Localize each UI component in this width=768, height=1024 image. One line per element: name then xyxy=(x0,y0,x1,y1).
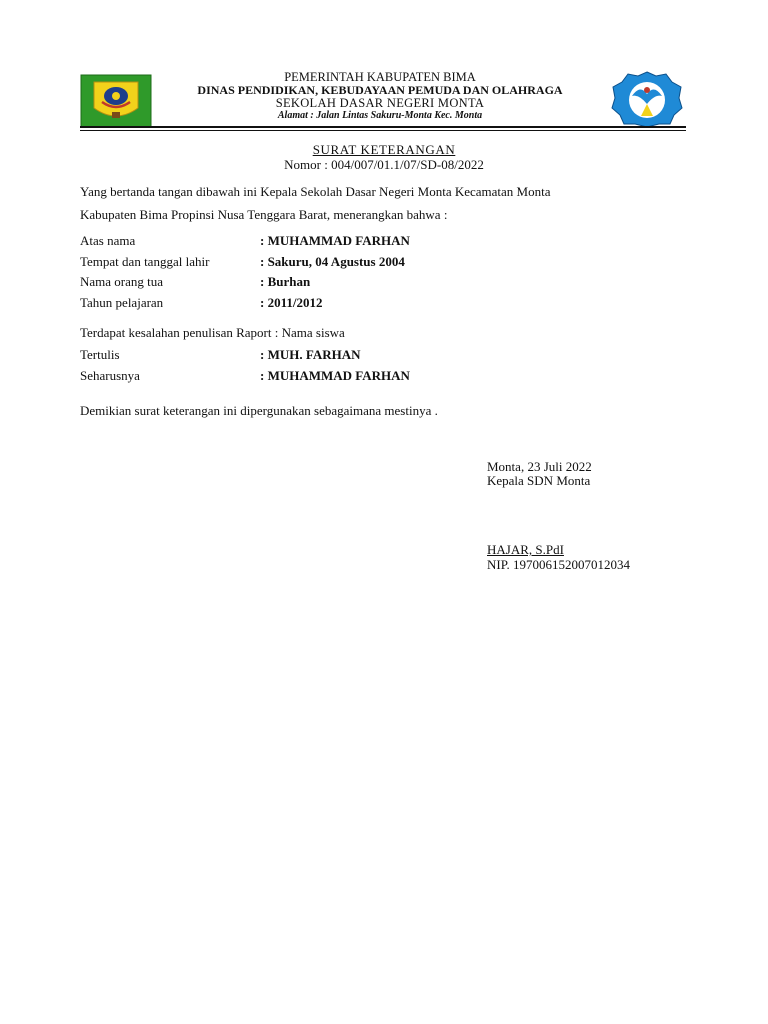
field-value-name: : MUHAMMAD FARHAN xyxy=(260,233,410,248)
intro-line-1: Yang bertanda tangan dibawah ini Kepala Sekolah Dasar Negeri Monta Kecamatan Monta xyxy=(80,184,551,199)
field-label-parent: Nama orang tua xyxy=(80,274,164,289)
signature-nip: NIP. 197006152007012034 xyxy=(487,557,631,572)
letterhead-government: PEMERINTAH KABUPATEN BIMA xyxy=(284,70,476,84)
letter-title: SURAT KETERANGAN xyxy=(312,142,456,157)
letterhead-rule-thin xyxy=(80,130,686,131)
error-note: Terdapat kesalahan penulisan Raport : Nama siswa xyxy=(80,325,345,340)
signature-position: Kepala SDN Monta xyxy=(487,473,591,488)
correction-label-should-be: Seharusnya xyxy=(80,368,140,383)
correction-value-should-be: : MUHAMMAD FARHAN xyxy=(260,368,410,383)
letterhead-rule-thick xyxy=(80,126,686,128)
letter-number: Nomor : 004/007/01.1/07/SD-08/2022 xyxy=(284,157,484,172)
signature-place-date: Monta, 23 Juli 2022 xyxy=(487,459,592,474)
field-label-school-year: Tahun pelajaran xyxy=(80,295,164,310)
intro-line-2: Kabupaten Bima Propinsi Nusa Tenggara Barat, menerangkan bahwa : xyxy=(80,207,448,222)
field-label-name: Atas nama xyxy=(80,233,136,248)
correction-label-written: Tertulis xyxy=(80,347,120,362)
letterhead-department: DINAS PENDIDIKAN, KEBUDAYAAN PEMUDA DAN OLAHRAGA xyxy=(197,83,563,97)
field-value-school-year: : 2011/2012 xyxy=(260,295,323,310)
kabupaten-bima-logo-icon xyxy=(80,74,152,128)
signature-name: HAJAR, S.PdI xyxy=(487,542,564,557)
field-value-birth: : Sakuru, 04 Agustus 2004 xyxy=(260,254,405,269)
letterhead xyxy=(160,71,600,122)
correction-value-written: : MUH. FARHAN xyxy=(260,347,361,362)
letterhead-school: SEKOLAH DASAR NEGERI MONTA xyxy=(275,96,485,110)
letterhead-address: Alamat : Jalan Lintas Sakuru-Monta Kec. Monta xyxy=(277,110,483,121)
field-label-birth: Tempat dan tanggal lahir xyxy=(80,254,210,269)
field-value-parent: : Burhan xyxy=(260,274,311,289)
closing-statement: Demikian surat keterangan ini dipergunakan sebagaimana mestinya . xyxy=(80,403,438,418)
tut-wuri-handayani-logo-icon xyxy=(610,70,684,128)
